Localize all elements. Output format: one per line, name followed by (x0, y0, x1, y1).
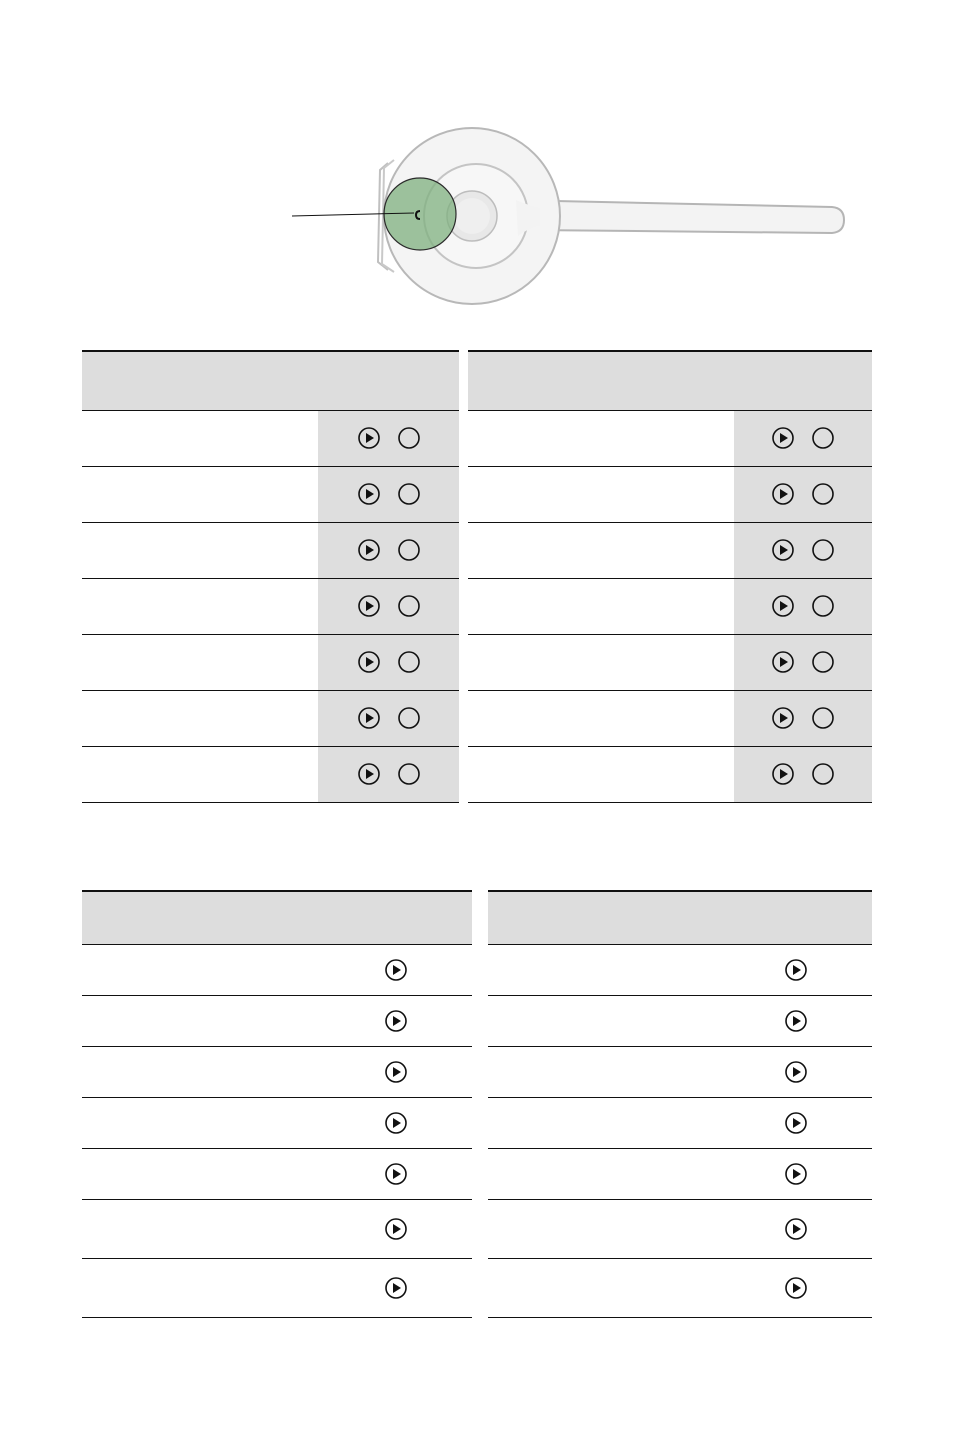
play-circle-icon (358, 427, 380, 449)
row-label (488, 995, 748, 1046)
table-header-label (488, 891, 872, 944)
row-label (468, 466, 734, 522)
row-icon (342, 1046, 472, 1097)
row-icon (342, 1199, 472, 1258)
play-circle-icon (385, 1112, 407, 1134)
empty-circle-icon (398, 707, 420, 729)
row-icon (748, 1097, 872, 1148)
row-icons (318, 578, 459, 634)
table-row (488, 1148, 872, 1199)
empty-circle-icon (812, 763, 834, 785)
table-row (468, 634, 872, 690)
row-label (468, 410, 734, 466)
row-icons (734, 690, 872, 746)
row-label (488, 1199, 748, 1258)
row-icon (748, 995, 872, 1046)
row-icon (342, 995, 472, 1046)
play-circle-icon (358, 539, 380, 561)
table-header-label (82, 891, 472, 944)
table-row (82, 1046, 472, 1097)
row-icon (748, 1199, 872, 1258)
table-row (82, 746, 459, 802)
row-label (468, 634, 734, 690)
row-label (468, 578, 734, 634)
row-label (488, 1097, 748, 1148)
row-label (82, 522, 318, 578)
row-icons (734, 522, 872, 578)
table-row (468, 410, 872, 466)
play-circle-icon (785, 1163, 807, 1185)
row-icons (318, 746, 459, 802)
empty-circle-icon (812, 539, 834, 561)
table-row (468, 578, 872, 634)
empty-circle-icon (398, 539, 420, 561)
row-icons (734, 746, 872, 802)
row-icons (318, 410, 459, 466)
play-circle-icon (358, 763, 380, 785)
table-row (82, 944, 472, 995)
table-row (468, 690, 872, 746)
table-row (488, 1046, 872, 1097)
play-circle-icon (772, 707, 794, 729)
play-circle-icon (772, 595, 794, 617)
row-icons (318, 690, 459, 746)
row-label (468, 690, 734, 746)
row-label (488, 1148, 748, 1199)
table-row (488, 944, 872, 995)
row-label (82, 1046, 342, 1097)
table-header (488, 891, 872, 944)
row-icon (342, 1258, 472, 1317)
table-row (488, 1258, 872, 1317)
row-icons (734, 410, 872, 466)
empty-circle-icon (398, 595, 420, 617)
row-icon (748, 944, 872, 995)
table-header (468, 351, 872, 410)
play-circle-icon (358, 651, 380, 673)
table-row (82, 995, 472, 1046)
empty-circle-icon (398, 483, 420, 505)
play-circle-icon (785, 1112, 807, 1134)
play-circle-icon (358, 707, 380, 729)
row-label (82, 1199, 342, 1258)
table-header-label (468, 351, 872, 410)
table-row (82, 522, 459, 578)
row-icons (734, 634, 872, 690)
row-label (82, 466, 318, 522)
table-row (82, 410, 459, 466)
empty-circle-icon (812, 483, 834, 505)
headset-illustration (0, 0, 954, 330)
headset-earhook-icon (0, 0, 954, 330)
table-row (82, 466, 459, 522)
row-label (488, 1046, 748, 1097)
row-label (82, 578, 318, 634)
row-icon (342, 1148, 472, 1199)
play-circle-icon (772, 483, 794, 505)
table-row (468, 746, 872, 802)
play-circle-icon (785, 1061, 807, 1083)
table-row (488, 1097, 872, 1148)
table-header (82, 351, 459, 410)
play-circle-icon (358, 595, 380, 617)
row-icon (748, 1148, 872, 1199)
play-circle-icon (785, 1218, 807, 1240)
row-label (488, 944, 748, 995)
table-row (82, 578, 459, 634)
table-row (82, 634, 459, 690)
table-row (82, 1258, 472, 1317)
row-label (82, 690, 318, 746)
row-icons (318, 466, 459, 522)
row-icon (342, 1097, 472, 1148)
row-icons (734, 578, 872, 634)
row-label (82, 410, 318, 466)
row-label (82, 1258, 342, 1317)
empty-circle-icon (398, 763, 420, 785)
table-top-left (82, 350, 459, 803)
play-circle-icon (785, 1010, 807, 1032)
play-circle-icon (385, 1061, 407, 1083)
table-row (82, 690, 459, 746)
play-circle-icon (385, 1218, 407, 1240)
table-row (488, 1199, 872, 1258)
table-row (488, 995, 872, 1046)
row-label (82, 944, 342, 995)
row-label (488, 1258, 748, 1317)
row-icons (734, 466, 872, 522)
table-row (468, 522, 872, 578)
table-row (82, 1148, 472, 1199)
empty-circle-icon (812, 427, 834, 449)
table-header-label (82, 351, 459, 410)
table-row (468, 466, 872, 522)
row-label (82, 1097, 342, 1148)
play-circle-icon (385, 959, 407, 981)
empty-circle-icon (812, 651, 834, 673)
row-icon (748, 1258, 872, 1317)
table-row (82, 1097, 472, 1148)
table-row (82, 1199, 472, 1258)
table-header (82, 891, 472, 944)
row-label (82, 1148, 342, 1199)
row-icon (342, 944, 472, 995)
play-circle-icon (785, 959, 807, 981)
row-icons (318, 634, 459, 690)
play-circle-icon (358, 483, 380, 505)
play-circle-icon (785, 1277, 807, 1299)
row-icons (318, 522, 459, 578)
play-circle-icon (385, 1277, 407, 1299)
row-label (82, 634, 318, 690)
empty-circle-icon (398, 651, 420, 673)
empty-circle-icon (812, 707, 834, 729)
empty-circle-icon (812, 595, 834, 617)
row-label (468, 746, 734, 802)
play-circle-icon (772, 427, 794, 449)
row-label (468, 522, 734, 578)
play-circle-icon (772, 651, 794, 673)
row-icon (748, 1046, 872, 1097)
row-label (82, 746, 318, 802)
row-label (82, 995, 342, 1046)
empty-circle-icon (398, 427, 420, 449)
table-top-right (468, 350, 872, 803)
play-circle-icon (772, 763, 794, 785)
play-circle-icon (385, 1010, 407, 1032)
play-circle-icon (385, 1163, 407, 1185)
play-circle-icon (772, 539, 794, 561)
table-bottom-right (488, 890, 872, 1318)
table-bottom-left (82, 890, 472, 1318)
